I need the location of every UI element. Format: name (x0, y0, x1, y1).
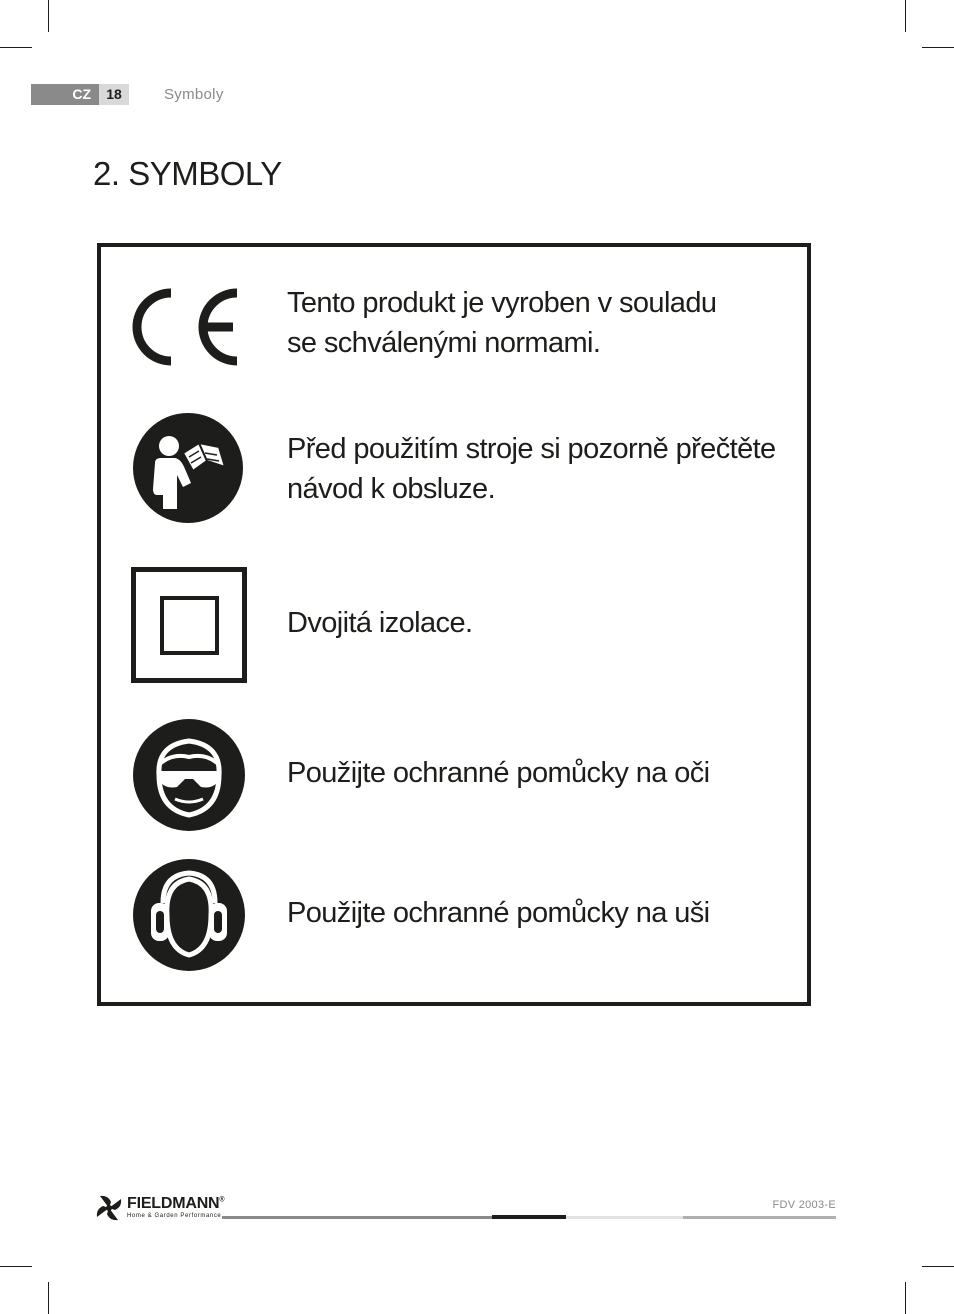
header-section-title: Symboly (164, 86, 224, 103)
footer-rule (683, 1216, 836, 1219)
symbol-row-ear-protection (101, 859, 807, 973)
crop-mark (48, 1282, 49, 1314)
registered-mark: ® (219, 1196, 225, 1204)
symbol-text-line: Dvojitá izolace. (287, 607, 473, 639)
fieldmann-logo-icon (94, 1193, 124, 1223)
symbol-text-line: Před použitím stroje si pozorně přečtěte (287, 433, 776, 465)
header-page-number: 18 (99, 84, 129, 105)
footer-rule (492, 1215, 566, 1219)
symbol-text (287, 429, 776, 509)
symbol-text (287, 753, 710, 793)
ear-protection-icon (133, 859, 245, 971)
symbol-text (287, 893, 710, 933)
header-language: CZ (72, 86, 91, 102)
symbol-text-line: Tento produkt je vyroben v souladu (287, 287, 717, 319)
symbol-text-line: se schválenými normami. (287, 327, 601, 359)
crop-mark (905, 1282, 906, 1314)
symbol-text (287, 283, 716, 363)
page-title: 2. SYMBOLY (93, 155, 282, 192)
double-insulation-icon (131, 567, 249, 685)
brand-name (127, 1195, 224, 1213)
model-number: FDV 2003-E (772, 1199, 836, 1211)
crop-mark (905, 0, 906, 32)
crop-mark (0, 1266, 32, 1267)
footer-rule (222, 1216, 492, 1219)
brand-logo (94, 1193, 225, 1223)
footer-rule (566, 1216, 683, 1219)
symbol-row-insulation (101, 567, 807, 685)
crop-mark (48, 0, 49, 32)
symbol-text (287, 603, 472, 643)
ce-mark-icon (131, 287, 243, 367)
crop-mark (922, 1266, 954, 1267)
symbol-row-manual (101, 413, 807, 525)
brand-name-text: FIELDMANN (127, 1195, 220, 1212)
symbol-row-ce (101, 283, 807, 367)
crop-mark (922, 47, 954, 48)
read-manual-icon (133, 413, 243, 523)
symbol-text-line: Použijte ochranné pomůcky na oči (287, 757, 710, 789)
crop-mark (0, 47, 32, 48)
brand-tagline: Home & Garden Performance (127, 1213, 222, 1219)
eye-protection-icon (133, 719, 245, 831)
symbol-row-eye-protection (101, 719, 807, 833)
symbol-text-line: Použijte ochranné pomůcky na uši (287, 897, 710, 929)
symbol-text-line: návod k obsluze. (287, 473, 496, 505)
symbols-table (97, 243, 811, 1006)
